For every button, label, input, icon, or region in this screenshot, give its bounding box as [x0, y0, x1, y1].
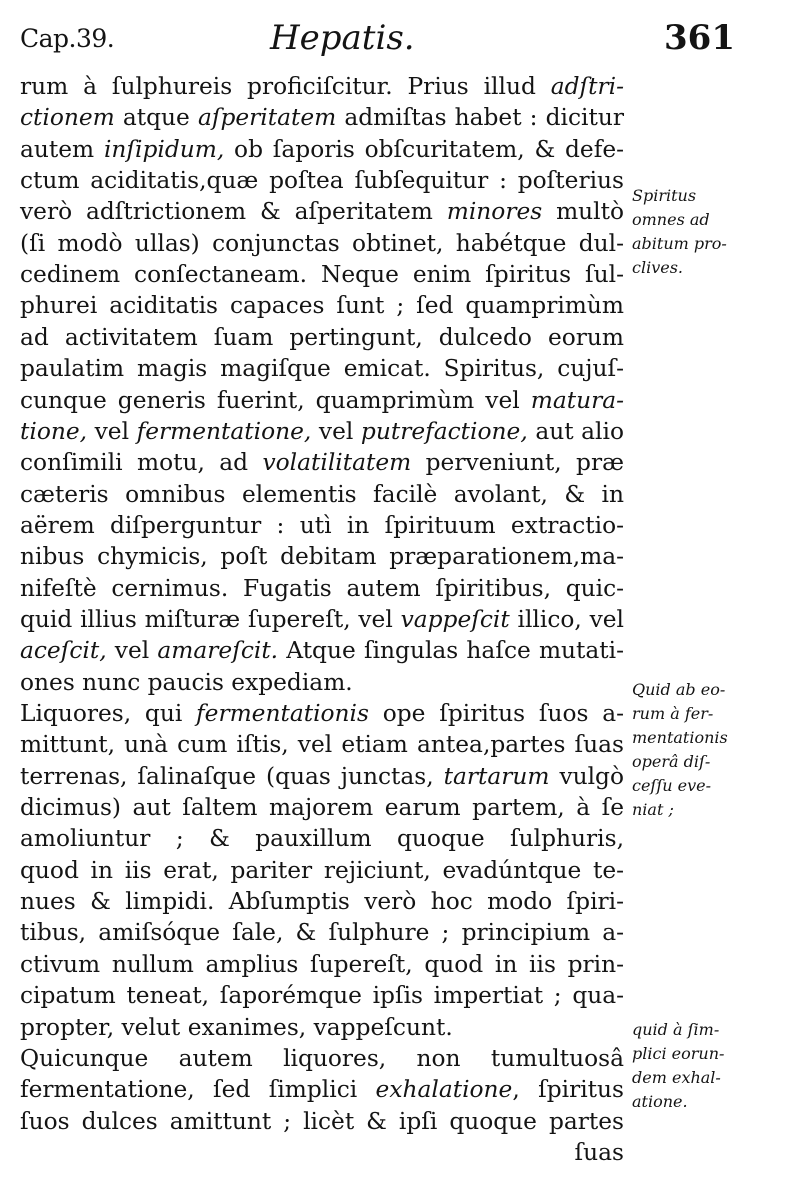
text-line [20, 321, 624, 355]
text-segment: amoliuntur ; & pauxillum quoque ſulphuris, [20, 825, 624, 853]
text-line [20, 1042, 624, 1076]
text-segment: cunque generis fuerint, quamprimùm vel [20, 386, 531, 414]
margin-note-line: Spiritus [632, 186, 697, 205]
text-line [20, 540, 624, 574]
text-segment: quid illius miſturæ ſupereſt, vel [20, 605, 401, 633]
text-segment: , ſpiritus [512, 1076, 624, 1104]
margin-note [632, 678, 752, 822]
text-line [20, 979, 624, 1013]
margin-note-line: rum à fer- [632, 704, 714, 723]
text-segment: perveniunt, præ [411, 449, 624, 477]
italic-segment: ctionem [20, 104, 115, 132]
text-line [20, 478, 624, 512]
text-line [20, 352, 624, 386]
text-segment: paulatim magis magiſque emicat. Spiritus, cujuſ- [20, 355, 624, 383]
text-line [20, 885, 624, 919]
margin-note-line: mentationis [632, 728, 728, 747]
text-segment: ſuos dulces amittunt ; licèt & ipſi quoque partes [20, 1107, 624, 1135]
text-segment: Quicunque autem liquores, non tumultuosâ [20, 1044, 624, 1072]
text-line [20, 916, 624, 950]
text-line [20, 1136, 624, 1170]
text-line [20, 446, 624, 480]
page-number: 361 [664, 18, 735, 58]
text-line [20, 572, 624, 606]
italic-segment: aſperitatem [197, 104, 337, 132]
text-line [20, 289, 624, 323]
margin-note-line: omnes ad [632, 210, 710, 229]
margin-note-line: atione. [632, 1092, 688, 1111]
text-line [20, 1105, 624, 1139]
text-segment: aut alio [527, 417, 624, 445]
margin-note-line: abitum pro- [632, 234, 727, 253]
text-segment: vel [87, 417, 137, 445]
text-segment: quod in iis erat, pariter rejiciunt, evadúntque te- [20, 856, 624, 884]
text-segment: ad activitatem ſuam pertingunt, dulcedo eorum [20, 323, 624, 351]
text-line [20, 195, 624, 229]
text-line [20, 603, 624, 637]
text-segment: dicimus) aut ſaltem majorem earum partem, à ſe [20, 794, 624, 822]
text-segment: phurei aciditatis capaces ſunt ; ſed quamprimùm [20, 292, 624, 320]
margin-note-line: Quid ab eo- [632, 680, 726, 699]
text-line [20, 227, 624, 261]
text-segment: cipatum teneat, ſaporémque ipſis impertiat ; qua- [20, 982, 624, 1010]
text-segment: propter, velut exanimes, vappeſcunt. [20, 1013, 453, 1041]
text-segment: Atque ſingulas haſce mutati- [278, 637, 624, 665]
text-line [20, 634, 624, 668]
italic-segment: putrefactione, [360, 417, 528, 445]
text-segment: ope ſpiritus ſuos a- [368, 700, 624, 727]
italic-segment: volatilitatem [262, 449, 412, 477]
text-segment: cæteris omnibus elementis facilè avolant, & in [20, 480, 624, 508]
text-segment: (ſi modò ullas) conjunctas obtinet, habétque dul- [20, 229, 624, 257]
text-line [20, 384, 624, 418]
text-segment: ob ſaporis obſcuritatem, & defe- [224, 135, 624, 163]
text-segment: atque [114, 104, 198, 132]
italic-segment: minores [446, 198, 543, 226]
text-line [20, 164, 624, 198]
text-segment: conſimili motu, ad [20, 449, 263, 477]
italic-segment: inſipidum, [103, 135, 225, 163]
margin-note-line: dem exhal- [632, 1068, 721, 1087]
text-line [20, 948, 624, 982]
italic-segment: tartarum [443, 762, 550, 790]
text-line [20, 666, 624, 700]
text-line [20, 760, 624, 794]
text-segment: cedinem conſectaneam. Neque enim ſpiritus ſul- [20, 261, 624, 289]
margin-note [632, 184, 752, 280]
text-segment: illico, vel [509, 605, 624, 633]
italic-segment: tione, [20, 417, 88, 445]
text-segment: vel [311, 417, 361, 445]
text-line [20, 258, 624, 292]
text-line [20, 1073, 624, 1107]
text-segment: mittunt, unà cum iſtis, vel etiam antea,partes ſuas [20, 731, 624, 759]
text-segment: nifeſtè cernimus. Fugatis autem ſpiritibus, quic- [20, 574, 624, 602]
text-segment: terrenas, ſalinaſque (quas junctas, [20, 762, 444, 790]
text-segment: rum à ſulphureis proficiſcitur. Prius illud [20, 73, 551, 100]
italic-segment: fermentationis [196, 700, 369, 727]
text-line [20, 509, 624, 543]
italic-segment: exhalatione [375, 1076, 513, 1104]
text-line [20, 415, 624, 449]
margin-note [632, 1018, 752, 1114]
text-line [20, 822, 624, 856]
text-segment: nibus chymicis, poſt debitam præparationem,ma- [20, 543, 624, 571]
text-line [20, 854, 624, 888]
chapter-label: Cap.39. [20, 24, 115, 53]
text-segment: aërem diſperguntur : utì in ſpirituum extractio- [20, 511, 624, 539]
text-segment: ctum aciditatis,quæ poſtea ſubſequitur : poſterius [20, 167, 624, 195]
text-line [20, 70, 624, 104]
text-line [20, 1011, 624, 1045]
text-segment: Liquores, qui [20, 700, 197, 727]
margin-note-line: plici eorun- [632, 1044, 725, 1063]
text-segment: vulgò [549, 762, 624, 790]
margin-note-line: quid à ſim- [632, 1020, 720, 1039]
text-segment: nues & limpidi. Abſumptis verò hoc modo ſpiri- [20, 888, 624, 916]
running-header [0, 18, 800, 68]
text-segment: multò [542, 198, 625, 226]
margin-note-line: clives. [632, 258, 683, 277]
margin-note-line: ceſſu eve- [632, 776, 712, 795]
italic-segment: vappeſcit [400, 605, 510, 633]
italic-segment: aceſcit, [20, 637, 107, 665]
italic-segment: matura- [530, 386, 624, 414]
running-title: Hepatis. [270, 18, 415, 58]
text-line [20, 697, 624, 731]
text-segment: ctivum nullum amplius ſupereſt, quod in iis prin- [20, 950, 624, 978]
text-segment: verò adſtrictionem & aſperitatem [20, 198, 447, 226]
italic-segment: amareſcit. [157, 637, 279, 665]
italic-segment: fermentatione, [136, 417, 312, 445]
text-segment: fermentatione, ſed ſimplici [20, 1076, 376, 1104]
italic-segment: adſtri- [550, 73, 624, 100]
text-line [20, 101, 624, 135]
text-segment: admiſtas habet : dicitur [336, 104, 624, 132]
text-line [20, 133, 624, 167]
text-segment: ones nunc paucis expediam. [20, 668, 353, 696]
margin-note-line: niat ; [632, 800, 674, 819]
margin-note-line: operâ diſ- [632, 752, 711, 771]
text-line [20, 728, 624, 762]
text-segment: ſuas [574, 1138, 624, 1166]
text-segment: vel [106, 637, 158, 665]
text-segment: tibus, amiſsóque ſale, & ſulphure ; principium a- [20, 919, 624, 947]
text-line [20, 791, 624, 825]
text-segment: autem [20, 135, 104, 163]
